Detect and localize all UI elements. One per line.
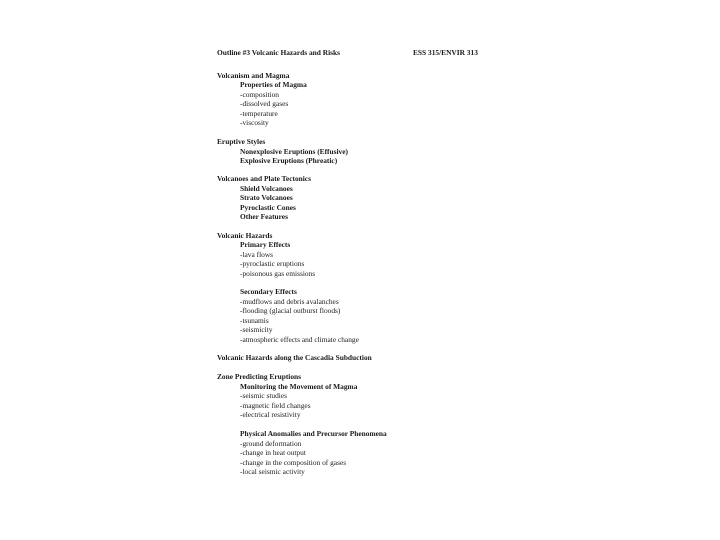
list-item: -change in heat output: [240, 448, 306, 457]
subheading-monitoring-magma: Monitoring the Movement of Magma: [240, 381, 358, 391]
list-item: -local seismic activity: [240, 467, 305, 476]
list-item: -seismicity: [240, 325, 273, 334]
section-heading-predicting-eruptions: Zone Predicting Eruptions: [217, 372, 302, 381]
section-heading-cascadia: Volcanic Hazards along the Cascadia Subduction: [217, 353, 372, 362]
subheading-shield-volcanoes: Shield Volcanoes: [240, 183, 293, 193]
list-item: -viscosity: [240, 118, 269, 127]
section-heading-plate-tectonics: Volcanoes and Plate Tectonics: [217, 174, 311, 183]
list-item: -poisonous gas emissions: [240, 268, 316, 278]
list-item: -atmospheric effects and climate change: [240, 334, 359, 344]
subheading-nonexplosive: Nonexplosive Eruptions (Effusive): [240, 146, 348, 156]
list-item: -pyroclastic eruptions: [240, 259, 305, 268]
section-heading-volcanic-hazards: Volcanic Hazards: [217, 231, 273, 240]
course-code: ESS 315/ENVIR 313: [413, 48, 478, 57]
outline-title: Outline #3 Volcanic Hazards and Risks: [217, 48, 340, 57]
list-item: -tsunamis: [240, 315, 269, 325]
subheading-secondary-effects: Secondary Effects: [240, 287, 297, 296]
list-item: -magnetic field changes: [240, 400, 311, 410]
subheading-explosive: Explosive Eruptions (Phreatic): [240, 156, 338, 165]
subheading-other-features: Other Features: [240, 212, 288, 221]
subheading-strato-volcanoes: Strato Volcanoes: [240, 193, 293, 202]
section-heading-magma: Volcanism and Magma: [217, 71, 290, 80]
list-item: -seismic studies: [240, 391, 288, 400]
list-item: -lava flows: [240, 249, 274, 259]
list-item: -ground deformation: [240, 438, 302, 448]
list-item: -temperature: [240, 108, 278, 118]
subheading-pyroclastic-cones: Pyroclastic Cones: [240, 202, 296, 212]
subheading-primary-effects: Primary Effects: [240, 240, 291, 249]
list-item: -composition: [240, 89, 280, 99]
list-item: -mudflows and debris avalanches: [240, 296, 339, 306]
list-item: -dissolved gases: [240, 99, 289, 108]
subheading-properties-of-magma: Properties of Magma: [240, 80, 307, 89]
subheading-physical-anomalies: Physical Anomalies and Precursor Phenomena: [240, 429, 387, 438]
list-item: -electrical resistivity: [240, 410, 301, 419]
list-item: -flooding (glacial outburst floods): [240, 306, 341, 315]
list-item: -change in the composition of gases: [240, 457, 347, 467]
section-heading-eruptive-styles: Eruptive Styles: [217, 137, 266, 146]
